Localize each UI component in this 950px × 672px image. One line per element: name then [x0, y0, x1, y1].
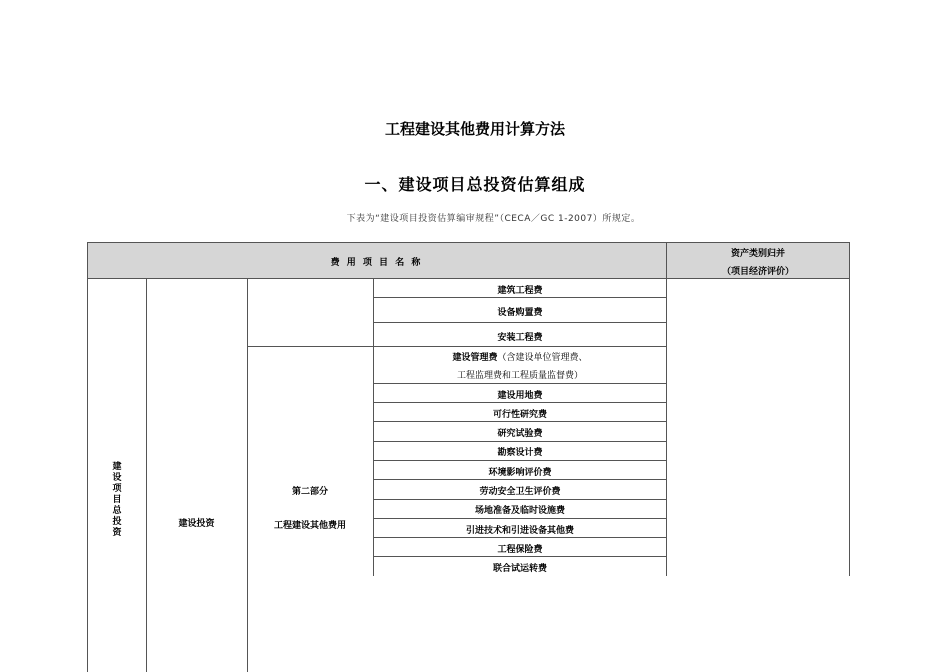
header-asset-category: 资产类别归并 — [730, 249, 785, 259]
part-divider — [247, 346, 667, 347]
row-divider — [373, 383, 667, 384]
header-cost-item-name: 费 用 项 目 名 称 — [330, 258, 423, 268]
list-item: 可行性研究费 — [492, 410, 547, 420]
list-item: 引进技术和引进设备其他费 — [465, 526, 574, 536]
list-item: 设备购置费 — [497, 308, 543, 318]
total-investment-label: 建设项目总投资 — [112, 462, 122, 538]
column-divider — [146, 278, 147, 672]
list-item: 研究试验费 — [497, 429, 543, 439]
row-divider — [373, 479, 667, 480]
construction-investment-label: 建设投资 — [178, 519, 215, 529]
management-fee-label: 建设管理费 — [452, 353, 498, 363]
list-item: 联合试运转费 — [492, 564, 547, 574]
row-divider — [373, 297, 667, 298]
row-divider — [373, 499, 667, 500]
list-item: 劳动安全卫生评价费 — [479, 487, 561, 497]
row-divider — [373, 556, 667, 557]
section-heading: 一、建设项目总投资估算组成 — [364, 175, 586, 194]
list-item: 安装工程费 — [497, 333, 543, 343]
header-asset-category-note: （项目经济评价） — [721, 267, 794, 277]
table-right-border — [849, 242, 850, 576]
list-item: 勘察设计费 — [497, 448, 543, 458]
list-item: 工程保险费 — [497, 545, 543, 555]
row-divider — [373, 421, 667, 422]
table-top-border — [87, 242, 850, 243]
list-item: 环境影响评价费 — [488, 468, 552, 478]
row-divider — [373, 402, 667, 403]
part-two-label: 第二部分 — [291, 487, 328, 497]
list-item: 建筑工程费 — [497, 286, 543, 296]
part-two-title: 工程建设其他费用 — [273, 521, 346, 531]
row-divider — [373, 460, 667, 461]
management-fee-scope: （含建设单位管理费、 — [497, 353, 588, 363]
row-divider — [373, 537, 667, 538]
list-item: 建设用地费 — [497, 391, 543, 401]
row-divider — [373, 518, 667, 519]
list-item-management-fee — [373, 350, 667, 363]
list-item: 场地准备及临时设施费 — [474, 506, 565, 516]
row-divider — [373, 441, 667, 442]
table-note: 下表为“建设项目投资估算编审规程”（CECA／GC 1-2007）所规定。 — [346, 214, 641, 224]
table-left-border — [87, 242, 88, 672]
document-title: 工程建设其他费用计算方法 — [384, 120, 565, 138]
management-fee-scope-cont: 工程监理费和工程质量监督费） — [456, 371, 583, 381]
row-divider — [373, 322, 667, 323]
header-bottom-border — [87, 278, 850, 279]
column-divider — [247, 278, 248, 672]
